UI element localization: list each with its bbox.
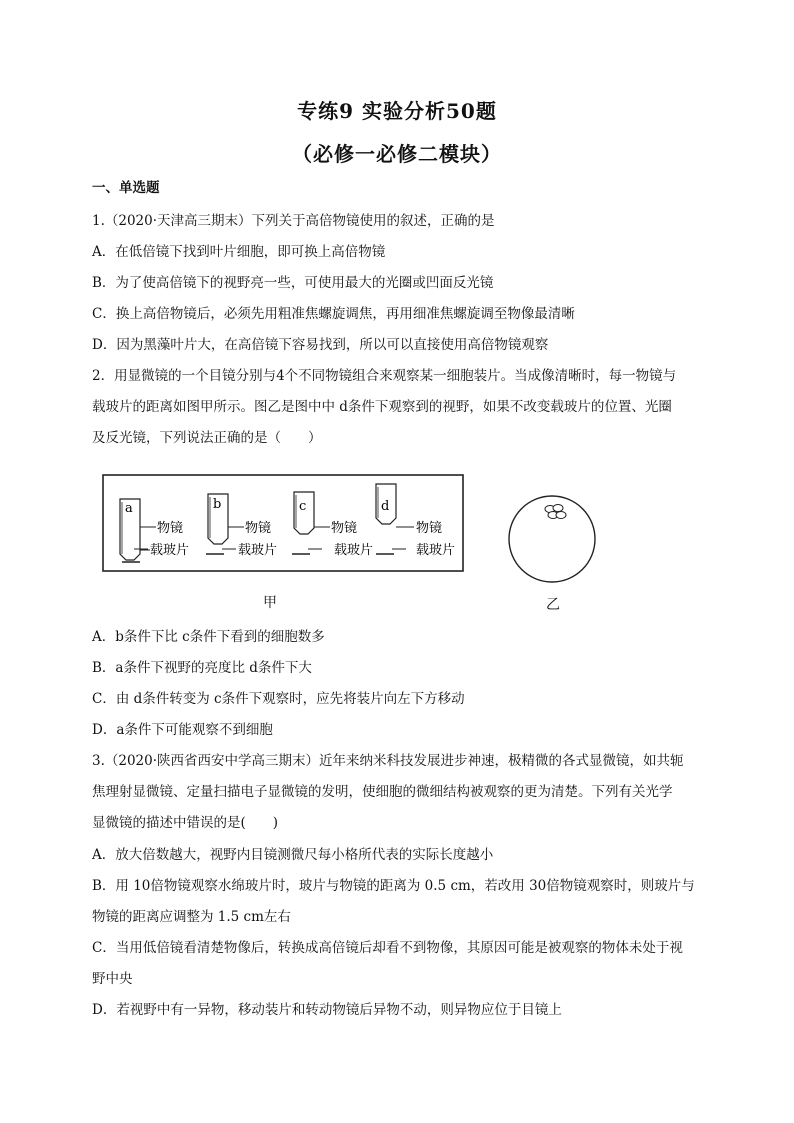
objective-label-a: 物镜 xyxy=(157,521,184,536)
lens-label-d: d xyxy=(381,499,390,514)
figure-yi-field-of-view xyxy=(506,493,598,585)
q3-option-b: B．用 10倍物镜观察水绵玻片时，玻片与物镜的距离为 0.5 cm，若改用 30倍物镜观察时，则玻片与 xyxy=(92,878,695,894)
lens-label-c: c xyxy=(299,499,307,514)
slide-label-a: 载玻片 xyxy=(150,543,190,558)
q3-option-c-cont: 野中央 xyxy=(92,971,133,987)
cell-cluster xyxy=(545,505,566,519)
q1-option-c: C．换上高倍物镜后，必须先用粗准焦螺旋调焦，再用细准焦螺旋调至物像最清晰 xyxy=(92,306,575,322)
figure-caption-yi: 乙 xyxy=(546,597,560,613)
q3-stem-line-1: 3.（2020·陕西省西安中学高三期末）近年来纳米科技发展进步神速，极精微的各式显微镜，如共轭 xyxy=(92,753,684,769)
q2-option-d: D．a条件下可能观察不到细胞 xyxy=(92,722,273,738)
lens-label-a: a xyxy=(125,501,133,516)
q3-stem-line-2: 焦理射显微镜、定量扫描电子显微镜的发明，使细胞的微细结构被观察的更为清楚。下列有关光学 xyxy=(92,784,673,800)
objective-label-c: 物镜 xyxy=(331,521,358,536)
figure-jia xyxy=(100,472,466,574)
q3-option-d: D．若视野中有一异物，移动装片和转动物镜后异物不动，则异物应位于目镜上 xyxy=(92,1002,562,1018)
q3-option-b-cont: 物镜的距离应调整为 1.5 cm左右 xyxy=(92,909,291,925)
page-title: 专练9 实验分析50题 xyxy=(297,99,497,123)
q3-option-c: C．当用低倍镜看清楚物像后，转换成高倍镜后却看不到物像，其原因可能是被观察的物体未处于视 xyxy=(92,940,683,956)
q2-option-b: B．a条件下视野的亮度比 d条件下大 xyxy=(92,660,312,676)
q3-stem-line-3: 显微镜的描述中错误的是( ) xyxy=(92,815,279,831)
objective-lens-d xyxy=(376,484,455,558)
slide-label-c: 载玻片 xyxy=(334,543,374,558)
objective-lens-c xyxy=(292,492,373,558)
q1-option-d: D．因为黑藻叶片大，在高倍镜下容易找到，所以可以直接使用高倍物镜观察 xyxy=(92,337,549,353)
objective-lens-b xyxy=(206,494,277,558)
q1-option-a: A．在低倍镜下找到叶片细胞，即可换上高倍物镜 xyxy=(92,244,386,260)
slide-label-d: 载玻片 xyxy=(416,543,456,558)
objective-label-d: 物镜 xyxy=(416,521,443,536)
q3-option-a: A．放大倍数越大，视野内目镜测微尺每小格所代表的实际长度越小 xyxy=(92,847,494,863)
objective-label-b: 物镜 xyxy=(245,521,272,536)
section-heading: 一、单选题 xyxy=(92,180,160,196)
q2-option-c: C．由 d条件转变为 c条件下观察时，应先将装片向左下方移动 xyxy=(92,691,465,707)
q1-stem: 1.（2020·天津高三期末）下列关于高倍物镜使用的叙述，正确的是 xyxy=(92,213,495,229)
figure-caption-jia: 甲 xyxy=(263,595,277,611)
q1-option-b: B．为了使高倍镜下的视野亮一些，可使用最大的光圈或凹面反光镜 xyxy=(92,275,494,291)
slide-label-b: 载玻片 xyxy=(238,543,278,558)
objective-lens-a xyxy=(120,499,189,562)
q2-stem-line-2: 载玻片的距离如图甲所示。图乙是图中中 d条件下观察到的视野，如果不改变载玻片的位置、光圈 xyxy=(92,399,672,415)
q2-option-a: A．b条件下比 c条件下看到的细胞数多 xyxy=(92,629,325,645)
lens-label-b: b xyxy=(213,497,222,512)
q2-stem-line-1: 2．用显微镜的一个目镜分别与4个不同物镜组合来观察某一细胞装片。当成像清晰时，每一物镜与 xyxy=(92,368,677,384)
q2-stem-line-3: 及反光镜，下列说法正确的是（ ） xyxy=(92,430,322,446)
page-subtitle: （必修一必修二模块） xyxy=(292,142,502,166)
